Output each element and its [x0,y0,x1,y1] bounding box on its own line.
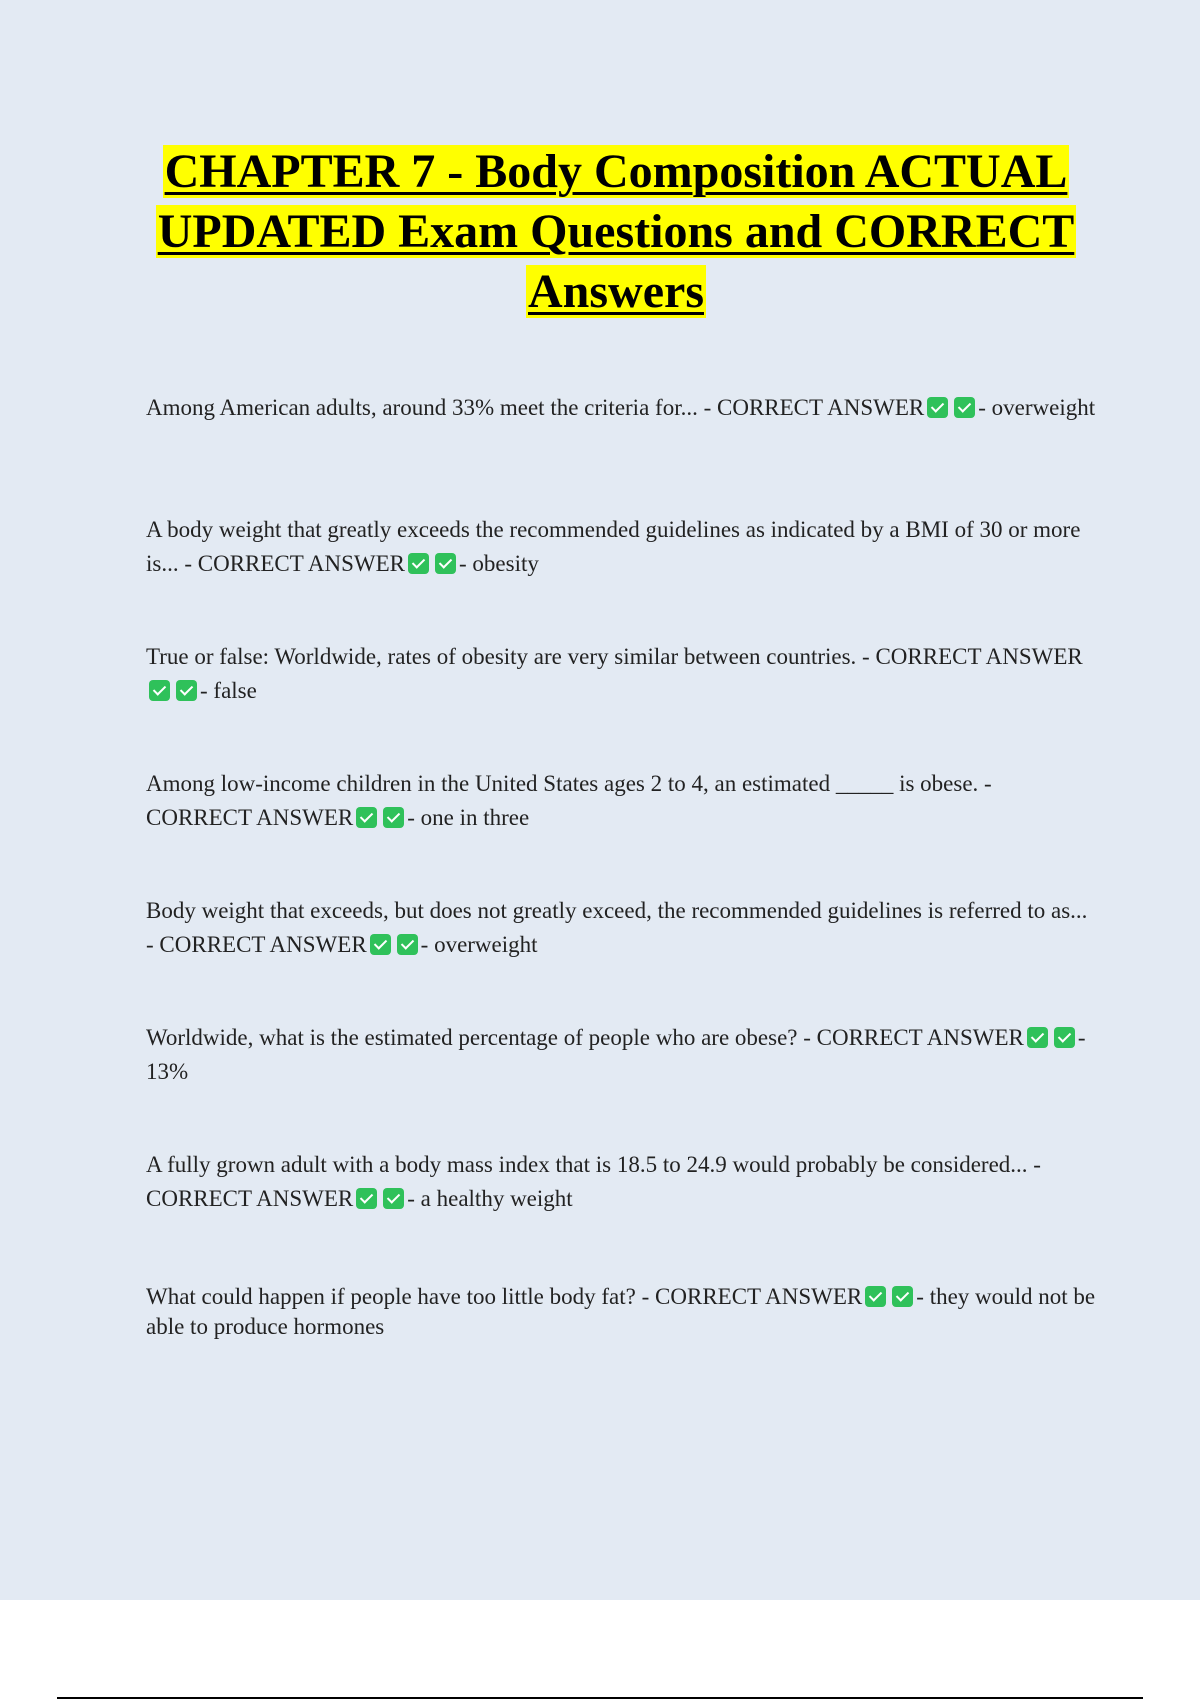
answer-text: - overweight [420,932,538,957]
question-text: What could happen if people have too little body fat? - CORRECT ANSWER [146,1284,863,1309]
check-mark-icon [356,1188,377,1209]
check-mark-icon [370,934,391,955]
question-text: Among low-income children in the United States ages 2 to 4, an estimated _____ is obese. - CORRECT ANSWER [146,771,992,830]
answer-text: - a healthy weight [407,1186,573,1211]
qa-item [146,640,1096,708]
footer-divider [57,1697,1143,1699]
qa-item [146,1282,1096,1342]
question-text: True or false: Worldwide, rates of obesity are very similar between countries. - CORRECT ANSWER [146,644,1083,669]
question-text: Among American adults, around 33% meet the criteria for... - CORRECT ANSWER [146,395,925,420]
question-text: A fully grown adult with a body mass index that is 18.5 to 24.9 would probably be considered... - CORRECT ANSWER [146,1152,1041,1211]
check-mark-icon [892,1286,913,1307]
check-mark-icon [927,397,948,418]
check-mark-icon [1027,1027,1048,1048]
title-text: CHAPTER 7 - Body Composition ACTUAL UPDATED Exam Questions and CORRECT Answers [157,145,1075,318]
qa-item [146,393,1096,423]
document-title [120,142,1112,322]
qa-item [146,513,1096,581]
qa-item [146,1021,1096,1089]
qa-item [146,1148,1096,1216]
check-mark-icon [408,553,429,574]
check-mark-icon [435,553,456,574]
check-mark-icon [149,680,170,701]
check-mark-icon [383,1188,404,1209]
question-text: Worldwide, what is the estimated percentage of people who are obese? - CORRECT ANSWER [146,1025,1024,1050]
answer-text: - obesity [459,551,539,576]
answer-text: - false [200,678,257,703]
qa-item [146,767,1096,835]
check-mark-icon [954,397,975,418]
check-mark-icon [1054,1027,1075,1048]
question-text: A body weight that greatly exceeds the recommended guidelines as indicated by a BMI of 30 or more is... - CORRECT ANSWER [146,517,1081,576]
check-mark-icon [383,807,404,828]
check-mark-icon [356,807,377,828]
check-mark-icon [397,934,418,955]
answer-text: - overweight [978,395,1096,420]
check-mark-icon [865,1286,886,1307]
answer-text: - one in three [407,805,530,830]
qa-item [146,894,1096,962]
check-mark-icon [176,680,197,701]
answer-text: - 13% [146,1025,1086,1084]
question-text: Body weight that exceeds, but does not greatly exceed, the recommended guidelines is referred to as... - CORRECT ANSWER [146,898,1088,957]
answer-text: - they would not be able to produce hormones [146,1284,1096,1339]
